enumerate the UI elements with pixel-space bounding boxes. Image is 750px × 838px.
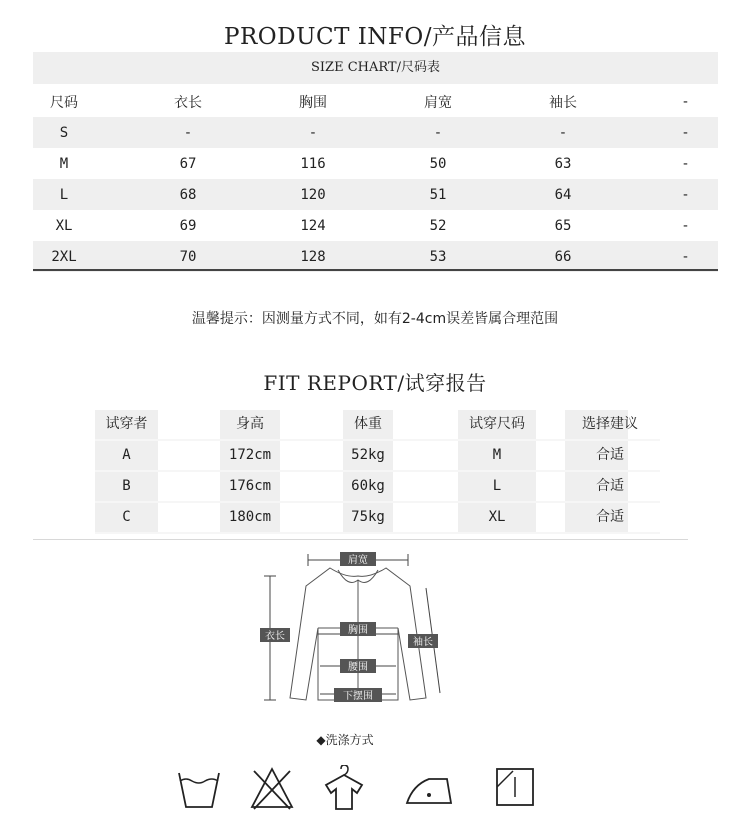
length-label: 衣长	[265, 631, 285, 642]
fit-cell: 60kg	[351, 478, 385, 494]
size-header-cell: 衣长	[174, 94, 202, 111]
size-cell: 50	[429, 155, 447, 172]
fit-header-cell: 选择建议	[582, 416, 638, 432]
size-chart-title: SIZE CHART/尺码表	[33, 52, 718, 84]
fit-report-table	[95, 410, 660, 534]
fit-cell: 52kg	[351, 447, 385, 463]
fit-header-cell: 试穿尺码	[469, 416, 525, 432]
chest-label: 胸围	[348, 625, 368, 636]
fit-report-row	[95, 503, 660, 534]
fit-cell: 合适	[596, 478, 624, 494]
fit-report-title: FIT REPORT/试穿报告	[263, 371, 487, 395]
size-cell: -	[681, 248, 690, 265]
size-cell: 66	[554, 248, 572, 265]
fit-cell: XL	[488, 509, 506, 525]
fit-row-separator	[95, 532, 660, 534]
fit-cell-gap	[536, 410, 565, 439]
size-header-cell: 尺码	[50, 94, 78, 111]
size-cell: 65	[554, 217, 572, 234]
fit-cell: 合适	[596, 447, 624, 463]
size-cell: 70	[179, 248, 197, 265]
hand-wash-icon	[175, 765, 223, 811]
size-cell: -	[681, 124, 690, 141]
size-cell: 124	[300, 217, 326, 234]
fit-cell: 180cm	[228, 509, 272, 525]
size-header-cell: -	[681, 93, 690, 110]
fit-cell-gap	[393, 503, 458, 532]
fit-cell-gap	[280, 441, 343, 470]
fit-cell-gap	[280, 410, 343, 439]
no-bleach-icon	[248, 765, 296, 811]
fit-cell-gap	[393, 472, 458, 501]
fit-report-row	[95, 441, 660, 472]
size-cell: 128	[300, 248, 326, 265]
sleeve-label: 袖长	[413, 637, 433, 648]
fit-cell-gap	[158, 441, 220, 470]
size-chart-table	[33, 86, 718, 272]
fit-header-cell: 身高	[236, 416, 264, 432]
size-chart-row	[33, 179, 718, 210]
fit-cell: C	[122, 509, 131, 525]
fit-cell-gap	[158, 472, 220, 501]
size-cell: 2XL	[51, 248, 77, 265]
size-cell: -	[308, 124, 318, 141]
size-cell: 63	[554, 155, 572, 172]
size-chart-row	[33, 148, 718, 179]
size-cell: 69	[179, 217, 197, 234]
size-chart-row	[33, 117, 718, 148]
fit-header-cell: 体重	[354, 416, 382, 432]
garment-measurement-diagram	[258, 548, 458, 708]
fit-cell: 合适	[596, 509, 624, 525]
fit-report-header-row	[95, 410, 660, 441]
size-cell: M	[59, 155, 69, 172]
hem-label: 下摆围	[343, 691, 373, 702]
fit-cell: 176cm	[228, 478, 272, 494]
size-cell: 51	[429, 186, 447, 203]
size-header-cell: 肩宽	[424, 94, 452, 111]
size-cell: -	[433, 124, 443, 141]
fit-cell-gap	[536, 503, 565, 532]
size-chart-row	[33, 241, 718, 272]
size-cell: 68	[179, 186, 197, 203]
size-cell: XL	[55, 217, 73, 234]
fit-cell: 75kg	[351, 509, 385, 525]
measurement-note: 温馨提示：因测量方式不同，如有2-4cm误差皆属合理范围	[191, 311, 559, 327]
dry-flat-icon	[493, 765, 539, 811]
hang-dry-icon	[320, 765, 368, 811]
iron-icon	[403, 765, 455, 811]
fit-report-row	[95, 472, 660, 503]
size-cell: S	[59, 124, 69, 141]
fit-cell: B	[122, 478, 131, 494]
size-chart-bottom-rule	[33, 269, 718, 271]
size-cell: 52	[429, 217, 447, 234]
fit-cell-gap	[536, 472, 565, 501]
size-cell: L	[59, 186, 69, 203]
size-header-cell: 胸围	[299, 94, 327, 111]
size-header-cell: 袖长	[549, 94, 577, 111]
fit-cell-gap	[280, 503, 343, 532]
size-cell: 116	[300, 155, 326, 172]
fit-cell: 172cm	[228, 447, 272, 463]
size-cell: -	[558, 124, 568, 141]
fit-cell: A	[122, 447, 131, 463]
fit-header-cell: 试穿者	[105, 416, 148, 432]
size-cell: 53	[429, 248, 447, 265]
fit-cell-gap	[158, 410, 220, 439]
size-cell: -	[681, 186, 690, 203]
size-cell: -	[183, 124, 193, 141]
size-chart-row	[33, 210, 718, 241]
care-instructions-title: ◆洗涤方式	[316, 733, 374, 747]
size-cell: 64	[554, 186, 572, 203]
waist-label: 腰围	[348, 662, 368, 673]
size-cell: 67	[179, 155, 197, 172]
section-divider	[33, 539, 688, 540]
fit-cell-gap	[393, 410, 458, 439]
size-cell: -	[681, 155, 690, 172]
size-cell: 120	[300, 186, 326, 203]
fit-cell-gap	[536, 441, 565, 470]
fit-cell-gap	[393, 441, 458, 470]
fit-cell: M	[492, 447, 502, 463]
size-cell: -	[681, 217, 690, 234]
fit-cell-gap	[280, 472, 343, 501]
fit-cell: L	[492, 478, 502, 494]
size-chart-header-row	[33, 86, 718, 117]
product-info-title: PRODUCT INFO/产品信息	[224, 24, 526, 50]
shoulder-label: 肩宽	[348, 555, 368, 566]
fit-cell-gap	[158, 503, 220, 532]
